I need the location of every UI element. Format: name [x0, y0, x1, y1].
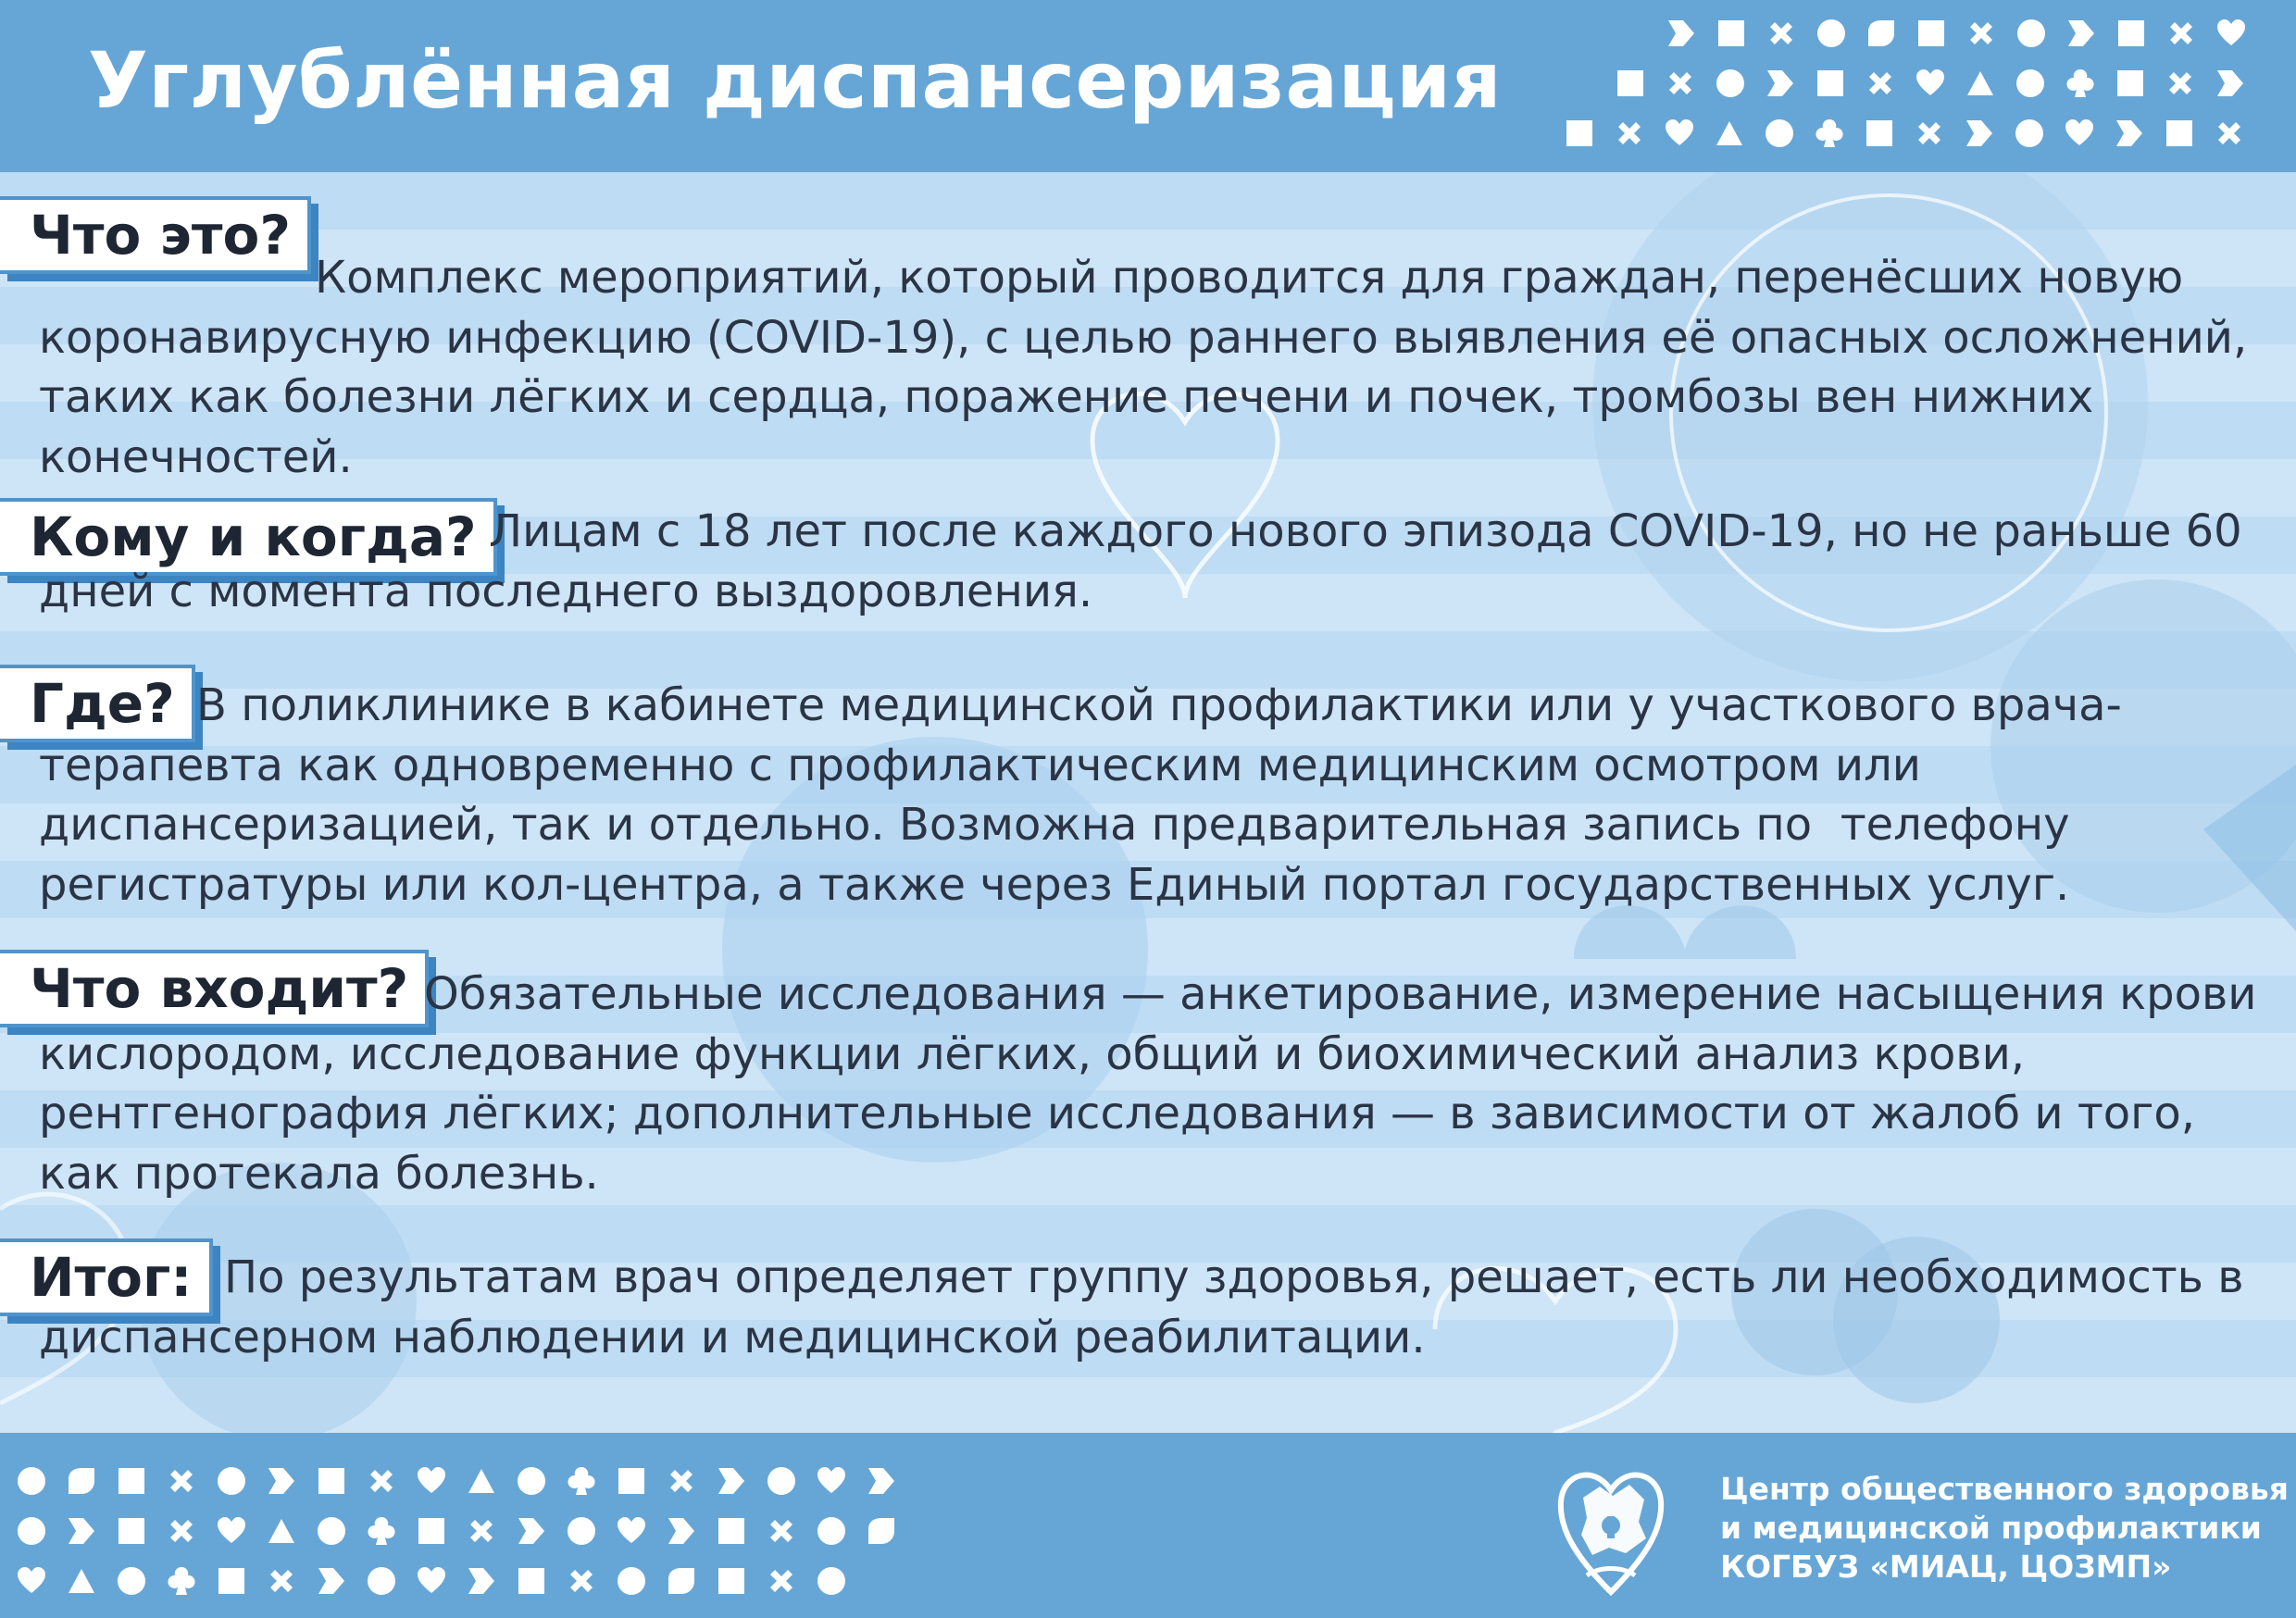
arrow-shape-icon [267, 1466, 296, 1496]
header-banner [0, 0, 2296, 172]
circle-shape-icon [2016, 19, 2046, 48]
section-text: В поликлинике в кабинете медицинской профилактики или у участкового врача-терапевта как одновременно с профилактическим медицинским осмотром или диспансеризацией, так и отдельно. Возможна предварительная запись по телефону регистратуры или кол-центра, а также через Единый портал государственных услуг. [39, 679, 2122, 911]
triangle-shape-icon [267, 1516, 296, 1546]
cross-shape-icon [1866, 68, 1895, 98]
arrow-shape-icon [1965, 118, 1994, 148]
heart-shape-icon [1915, 68, 1945, 98]
club-shape-icon [2065, 68, 2095, 98]
cross-shape-icon [367, 1466, 396, 1496]
footer-banner [0, 1433, 2296, 1618]
section-label: Что входит? [0, 950, 429, 1027]
cross-shape-icon [167, 1466, 196, 1496]
section-text: Обязательные исследования — анкетирование, измерение насыщения крови кислородом, исследование функции лёгких, общий и биохимический анализ крови, рентгенография лёгких; дополнительные исследования — в зависимости от жалоб и того, как протекала болезнь. [39, 968, 2271, 1200]
section-text: Комплекс мероприятий, который проводится для граждан, перенёсших новую коронавирусную инфекцию (COVID-19), с целью раннего выявления её опасных осложнений, таких как болезни лёгких и сердца, поражение печени и почек, тромбозы вен нижних конечностей. [39, 252, 2262, 483]
org-line: КОГБУЗ «МИАЦ, ЦОЗМП» [1720, 1549, 2172, 1585]
arrow-shape-icon [2115, 118, 2144, 148]
circle-shape-icon [1765, 118, 1794, 148]
square-shape-icon [1716, 19, 1746, 48]
arrow-shape-icon [1666, 19, 1696, 48]
arrow-shape-icon [317, 1566, 346, 1596]
square-shape-icon [717, 1516, 746, 1546]
triangle-shape-icon [467, 1466, 496, 1496]
club-shape-icon [567, 1466, 596, 1496]
section-text: По результатам врач определяет группу здоровья, решает, есть ли необходимость в диспансерном наблюдении и медицинской реабилитации. [39, 1251, 2258, 1363]
square-shape-icon [517, 1566, 546, 1596]
circle-shape-icon [217, 1466, 246, 1496]
content-area [0, 172, 2296, 1433]
square-shape-icon [1916, 19, 1946, 48]
decorative-shape-row [17, 1566, 867, 1596]
club-shape-icon [167, 1566, 196, 1596]
square-shape-icon [117, 1466, 146, 1496]
cross-shape-icon [1915, 118, 1944, 148]
square-shape-icon [417, 1516, 446, 1546]
triangle-shape-icon [1715, 118, 1744, 148]
decorative-shape-row [1565, 118, 2265, 148]
triangle-shape-icon [67, 1566, 96, 1596]
circle-shape-icon [517, 1466, 546, 1496]
heart-shape-icon [2065, 118, 2094, 148]
org-line: и медицинской профилактики [1720, 1510, 2262, 1546]
circle-shape-icon [17, 1466, 46, 1496]
square-shape-icon [617, 1466, 646, 1496]
section-label: Где? [0, 665, 195, 742]
decorative-shape-row [1666, 19, 2266, 48]
cross-shape-icon [2166, 19, 2196, 48]
cross-shape-icon [2215, 118, 2244, 148]
heart-shape-icon [617, 1516, 646, 1546]
section-text: Лицам с 18 лет после каждого нового эпизода COVID-19, но не раньше 60 дней с момента последнего выздоровления. [39, 505, 2256, 617]
page-title: Углублённая диспансеризация [88, 35, 1503, 126]
leaf-shape-icon [67, 1466, 96, 1496]
circle-shape-icon [317, 1516, 346, 1546]
square-shape-icon [1816, 68, 1845, 98]
circle-shape-icon [817, 1516, 846, 1546]
cross-shape-icon [767, 1516, 796, 1546]
decorative-shape-row [17, 1466, 917, 1496]
heart-shape-icon [817, 1466, 846, 1496]
heart-shape-icon [417, 1466, 446, 1496]
square-shape-icon [1865, 118, 1894, 148]
cross-shape-icon [1766, 19, 1796, 48]
circle-shape-icon [767, 1466, 796, 1496]
cross-shape-icon [267, 1566, 296, 1596]
heart-shape-icon [2216, 19, 2246, 48]
square-shape-icon [217, 1566, 246, 1596]
leaf-shape-icon [667, 1566, 696, 1596]
cross-shape-icon [667, 1466, 696, 1496]
club-shape-icon [367, 1516, 396, 1546]
heart-shape-icon [17, 1566, 46, 1596]
arrow-shape-icon [667, 1516, 696, 1546]
cross-shape-icon [467, 1516, 496, 1546]
circle-shape-icon [1816, 19, 1846, 48]
square-shape-icon [317, 1466, 346, 1496]
decorative-shape-row [17, 1516, 917, 1546]
circle-shape-icon [367, 1566, 396, 1596]
arrow-shape-icon [867, 1466, 896, 1496]
section-label: Итог: [0, 1238, 213, 1316]
circle-shape-icon [117, 1566, 146, 1596]
circle-shape-icon [2015, 68, 2045, 98]
decorative-shape-row [1616, 68, 2265, 98]
arrow-shape-icon [2215, 68, 2245, 98]
cross-shape-icon [2165, 68, 2195, 98]
arrow-shape-icon [467, 1566, 496, 1596]
circle-shape-icon [567, 1516, 596, 1546]
arrow-shape-icon [517, 1516, 546, 1546]
circle-shape-icon [1716, 68, 1745, 98]
heart-shape-icon [417, 1566, 446, 1596]
heart-shape-icon [1665, 118, 1694, 148]
leaf-shape-icon [867, 1516, 896, 1546]
circle-shape-icon [17, 1516, 46, 1546]
cross-shape-icon [1615, 118, 1644, 148]
circle-shape-icon [817, 1566, 846, 1596]
square-shape-icon [117, 1516, 146, 1546]
leaf-shape-icon [1866, 19, 1896, 48]
circle-shape-icon [2015, 118, 2044, 148]
arrow-shape-icon [1766, 68, 1795, 98]
arrow-shape-icon [67, 1516, 96, 1546]
arrow-shape-icon [717, 1466, 746, 1496]
cross-shape-icon [767, 1566, 796, 1596]
cross-shape-icon [567, 1566, 596, 1596]
section-label: Кому и когда? [0, 498, 497, 576]
square-shape-icon [1616, 68, 1645, 98]
circle-shape-icon [617, 1566, 646, 1596]
org-line: Центр общественного здоровья [1720, 1471, 2289, 1507]
square-shape-icon [2116, 19, 2146, 48]
triangle-shape-icon [1965, 68, 1995, 98]
heart-map-logo-icon [1555, 1453, 1666, 1601]
square-shape-icon [2165, 118, 2194, 148]
section-label: Что это? [0, 196, 311, 274]
arrow-shape-icon [2066, 19, 2096, 48]
organization-name [1720, 1470, 2289, 1587]
square-shape-icon [2115, 68, 2145, 98]
cross-shape-icon [167, 1516, 196, 1546]
square-shape-icon [717, 1566, 746, 1596]
cross-shape-icon [1966, 19, 1996, 48]
club-shape-icon [1815, 118, 1844, 148]
cross-shape-icon [1666, 68, 1695, 98]
square-shape-icon [1565, 118, 1594, 148]
heart-shape-icon [217, 1516, 246, 1546]
